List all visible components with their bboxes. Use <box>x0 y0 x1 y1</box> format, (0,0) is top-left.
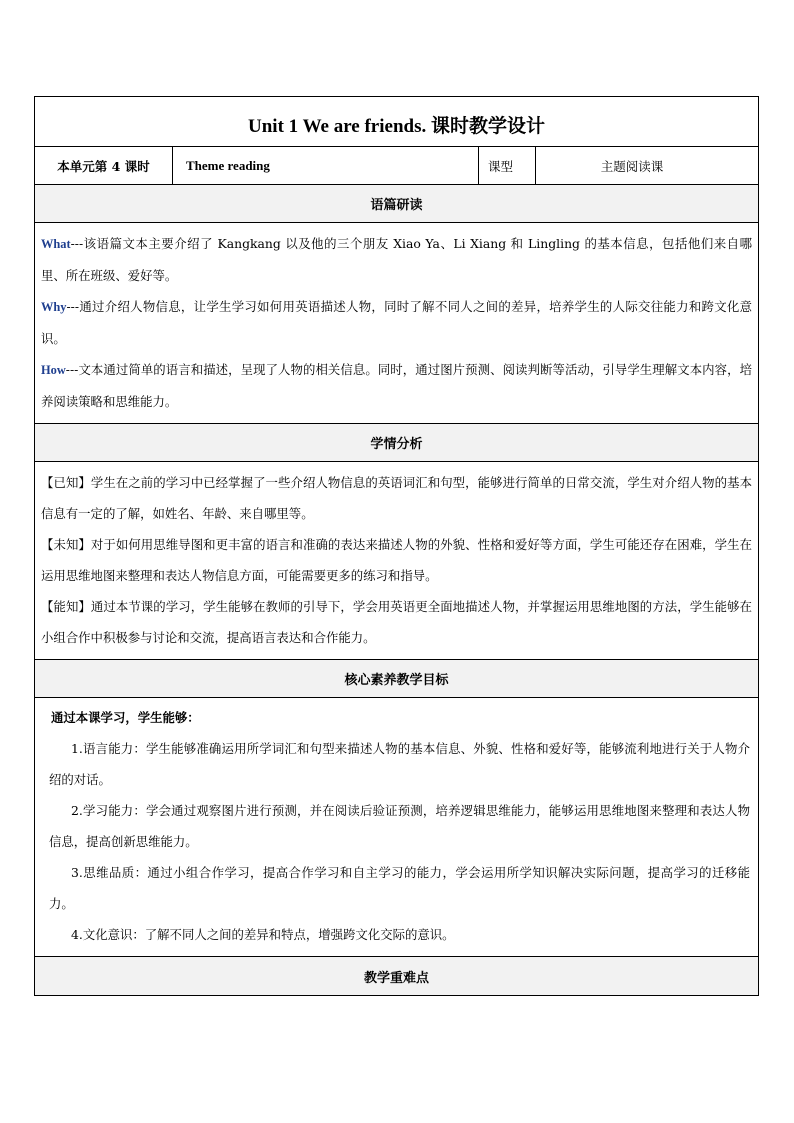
lesson-number: 本单元第 4 课时 <box>35 147 173 184</box>
lesson-type-label: 课型 <box>479 147 536 184</box>
what-paragraph <box>41 228 752 291</box>
known-paragraph: 【已知】学生在之前的学习中已经掌握了一些介绍人物信息的英语词汇和句型，能够进行简单的日常交流，学生对介绍人物的基本信息有一定的了解，如姓名、年龄、来自哪里等。 <box>41 475 752 521</box>
section-heading-key-points: 教学重难点 <box>35 957 758 995</box>
analysis-content <box>35 462 758 660</box>
lesson-type-value: 主题阅读课 <box>600 158 664 174</box>
lesson-info-row <box>35 147 758 185</box>
why-text: ---通过介绍人物信息，让学生学习如何用英语描述人物，同时了解不同人之间的差异，培养学生的人际交往能力和跨文化意识。 <box>41 299 752 346</box>
goals-content <box>35 698 758 957</box>
lesson-topic: Theme reading <box>173 147 479 184</box>
how-label: How <box>41 363 66 377</box>
section-heading-goals: 核心素养教学目标 <box>35 660 758 698</box>
goal-item: 2.学习能力：学会通过观察图片进行预测，并在阅读后验证预测，培养逻辑思维能力，能够运用思维地图来整理和表达人物信息，提高创新思维能力。 <box>49 803 750 849</box>
lesson-plan-table <box>34 96 759 996</box>
section-heading-analysis: 学情分析 <box>35 424 758 462</box>
text-study-content <box>35 223 758 424</box>
goal-item: 1.语言能力：学生能够准确运用所学词汇和句型来描述人物的基本信息、外貌、性格和爱好等，能够流利地进行关于人物介绍的对话。 <box>49 741 750 787</box>
unknown-paragraph: 【未知】对于如何用思维导图和更丰富的语言和准确的表达来描述人物的外貌、性格和爱好等方面，学生可能还存在困难，学生在运用思维地图来整理和表达人物信息方面，可能需要更多的练习和指导。 <box>41 537 752 583</box>
goal-item: 4.文化意识：了解不同人之间的差异和特点，增强跨文化交际的意识。 <box>71 927 455 942</box>
how-paragraph <box>41 354 752 417</box>
document-title: Unit 1 We are friends. 课时教学设计 <box>35 97 758 147</box>
ability-paragraph: 【能知】通过本节课的学习，学生能够在教师的引导下，学会用英语更全面地描述人物，并掌握运用思维地图的方法，学生能够在小组合作中积极参与讨论和交流，提高语言表达和合作能力。 <box>41 599 752 645</box>
section-heading-text-study: 语篇研读 <box>35 185 758 223</box>
goals-intro: 通过本课学习，学生能够： <box>51 710 200 725</box>
what-label: What <box>41 237 71 251</box>
goal-item: 3.思维品质：通过小组合作学习，提高合作学习和自主学习的能力，学会运用所学知识解决实际问题，提高学习的迁移能力。 <box>49 865 750 911</box>
why-paragraph <box>41 291 752 354</box>
why-label: Why <box>41 300 67 314</box>
what-text: ---该语篇文本主要介绍了 Kangkang 以及他的三个朋友 Xiao Ya、Li Xiang 和 Lingling 的基本信息，包括他们来自哪里、所在班级、爱好等。 <box>41 236 752 283</box>
how-text: ---文本通过简单的语言和描述，呈现了人物的相关信息。同时，通过图片预测、阅读判断等活动，引导学生理解文本内容，培养阅读策略和思维能力。 <box>41 362 752 409</box>
